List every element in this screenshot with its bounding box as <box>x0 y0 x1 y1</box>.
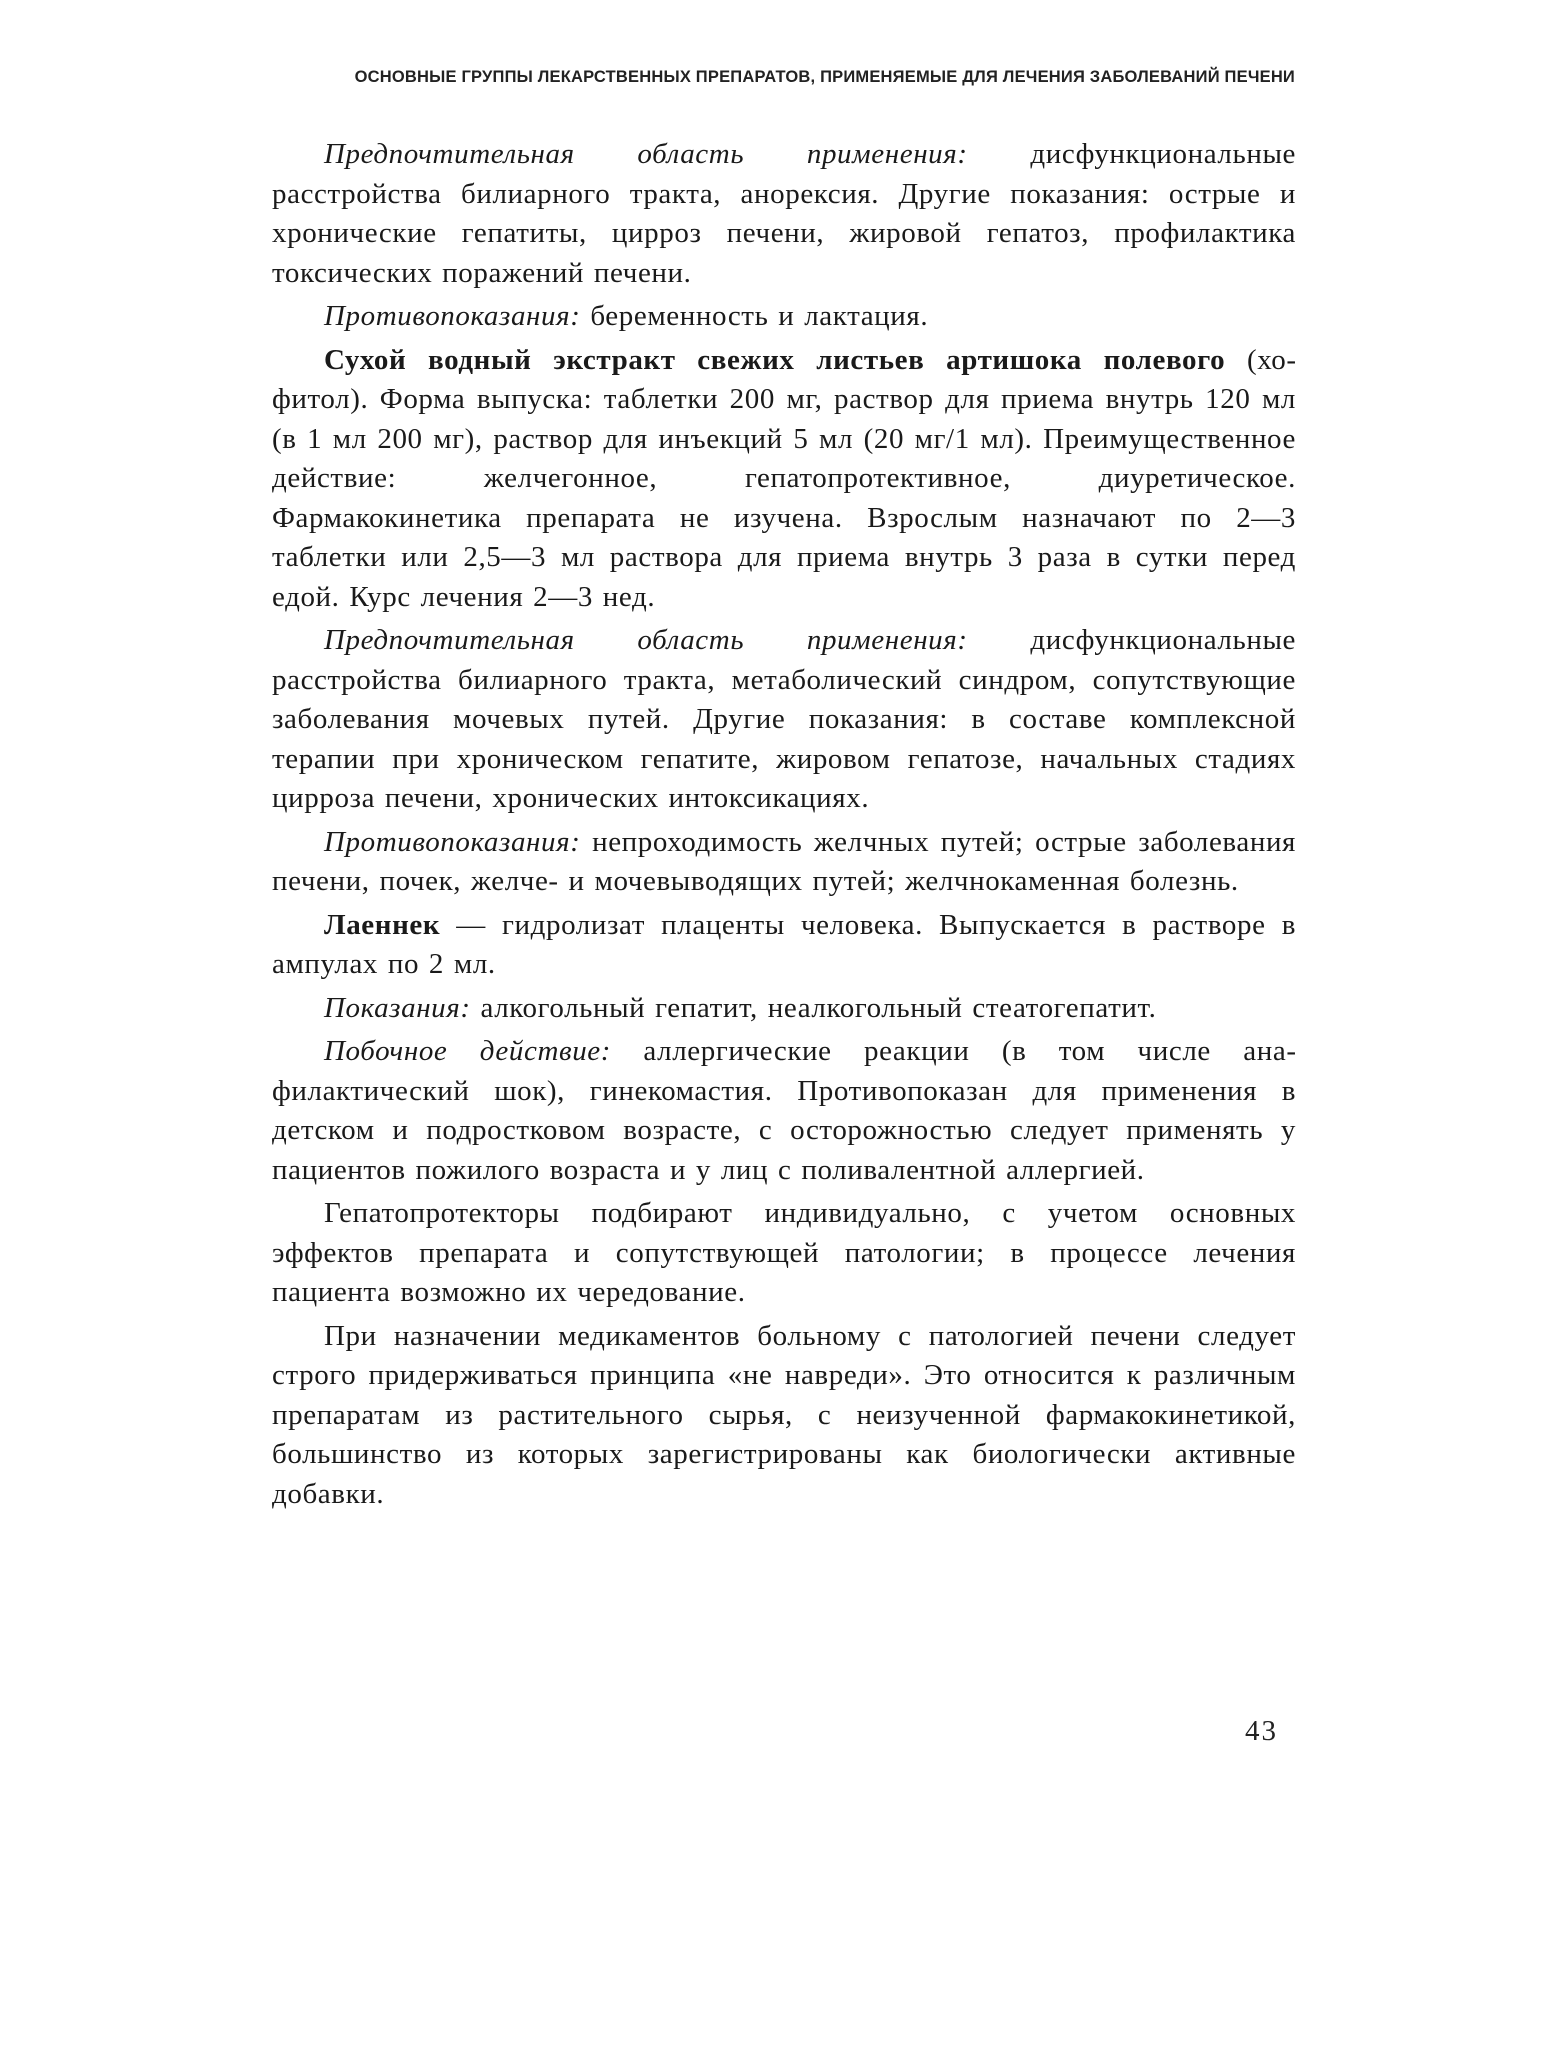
paragraph-lead-italic: Показания: <box>324 991 471 1024</box>
paragraph <box>272 906 1296 985</box>
paragraph-lead-italic: Предпочтительная область применения: <box>324 138 968 170</box>
paragraph-lead-italic: Противопоказания: <box>324 300 581 332</box>
paragraph-text: (хофитол). Форма выпуска: таблетки 200 мг, раствор для приема внутрь 120 мл (в 1 мл 200 мг), раствор для инъекций 5 мл (20 мг/1 мл). Преимущественное действие: желчегонное, гепатопротективное, диуретическое. Фармакокинетика препарата не изучена. Взрослым назначают по 2—3 таблетки или 2,5—3 мл раствора для приема внутрь 3 раза в сутки перед едой. Курс лечения 2—3 нед. <box>272 343 1297 613</box>
paragraph-text: дисфункциональные расстройства билиарного тракта, анорексия. Другие показания: острые и хронические гепатиты, цирроз печени, жировой гепатоз, профилактика токсических поражений печени. <box>272 138 1296 289</box>
paragraph-lead-bold: Сухой водный экстракт свежих листьев артишока полевого <box>324 343 1226 376</box>
paragraph-text: — гидролизат плаценты человека. Выпускается в растворе в ампулах по 2 мл. <box>272 908 1296 980</box>
paragraph <box>272 135 1296 293</box>
paragraph-text: аллергические реакции (в том числе анафилактический шок), гинекомастия. Противопоказан для применения в детском и подростковом возрасте, с осторожностью следует применять у пациентов пожилого возраста и у лиц с поливалентной аллергией. <box>272 1035 1296 1186</box>
paragraph <box>272 823 1296 902</box>
paragraph <box>272 1194 1296 1313</box>
paragraph <box>272 989 1296 1029</box>
paragraph-lead-bold: Лаеннек <box>324 908 441 941</box>
body-text <box>272 135 1296 1514</box>
paragraph-text: алкогольный гепатит, неалкогольный стеатогепатит. <box>470 991 1157 1024</box>
paragraph <box>272 341 1296 618</box>
paragraph-lead-italic: Побочное действие: <box>324 1035 612 1067</box>
paragraph <box>272 1032 1296 1190</box>
paragraph-lead-italic: Противопоказания: <box>324 825 581 858</box>
paragraph-text: При назначении медикаментов больному с патологией печени следует строго придерживаться принципа «не навреди». Это относится к различным препаратам из растительного сырья, с неизученной фармакокинетикой, большинство из которых зарегистрированы как биологически активные добавки. <box>272 1319 1296 1510</box>
paragraph <box>272 297 1296 337</box>
paragraph <box>272 1317 1296 1515</box>
page-number: 43 <box>1245 1715 1278 1747</box>
running-head: ОСНОВНЫЕ ГРУППЫ ЛЕКАРСТВЕННЫХ ПРЕПАРАТОВ, ПРИМЕНЯЕМЫЕ ДЛЯ ЛЕЧЕНИЯ ЗАБОЛЕВАНИЙ ПЕЧЕНИ <box>354 68 1295 86</box>
paragraph-text: беременность и лактация. <box>580 300 929 332</box>
paragraph-text: непроходимость желчных путей; острые заболевания печени, почек, желче- и мочевыводящих путей; желчнокаменная болезнь. <box>272 825 1296 897</box>
paragraph-lead-italic: Предпочтительная область применения: <box>324 624 968 656</box>
paragraph-text: дисфункциональные расстройства билиарного тракта, метаболический синдром, сопутствующие заболевания мочевых путей. Другие показания: в составе комплексной терапии при хроническом гепатите, жировом гепатозе, начальных стадиях цирроза печени, хронических интоксикациях. <box>272 624 1296 814</box>
paragraph-text: Гепатопротекторы подбирают индивидуально, с учетом основных эффектов препарата и сопутствующей патологии; в процессе лечения пациента возможно их чередование. <box>272 1197 1296 1308</box>
paragraph <box>272 621 1296 819</box>
